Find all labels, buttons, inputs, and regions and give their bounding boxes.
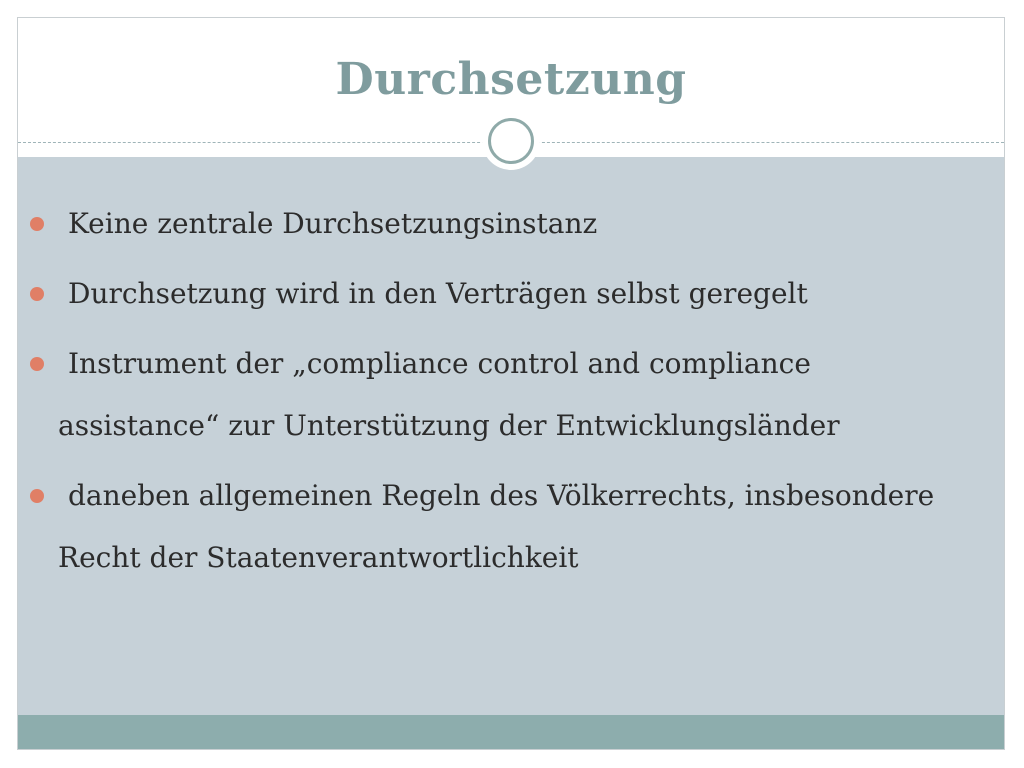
bullet-item [30,263,960,325]
bullet-text: daneben allgemeinen Regeln des Völkerrechts, insbesondere Recht der Staatenverantwortlichkeit [58,479,935,574]
bullet-dot-icon [30,357,44,371]
slide-title: Durchsetzung [335,54,687,105]
divider-ring [488,118,534,164]
divider-circle-icon [482,112,540,170]
bullet-dot-icon [30,287,44,301]
bullet-text: Instrument der „compliance control and compliance assistance“ zur Unterstützung der Entwicklungsländer [58,347,840,442]
bullet-text: Durchsetzung wird in den Verträgen selbst geregelt [68,277,808,310]
bullet-list [30,193,960,597]
bullet-item [30,465,960,589]
bullet-dot-icon [30,489,44,503]
bullet-dot-icon [30,217,44,231]
bullet-item [30,193,960,255]
footer-bar [18,715,1004,750]
bullet-item [30,333,960,457]
bullet-text: Keine zentrale Durchsetzungsinstanz [68,207,598,240]
